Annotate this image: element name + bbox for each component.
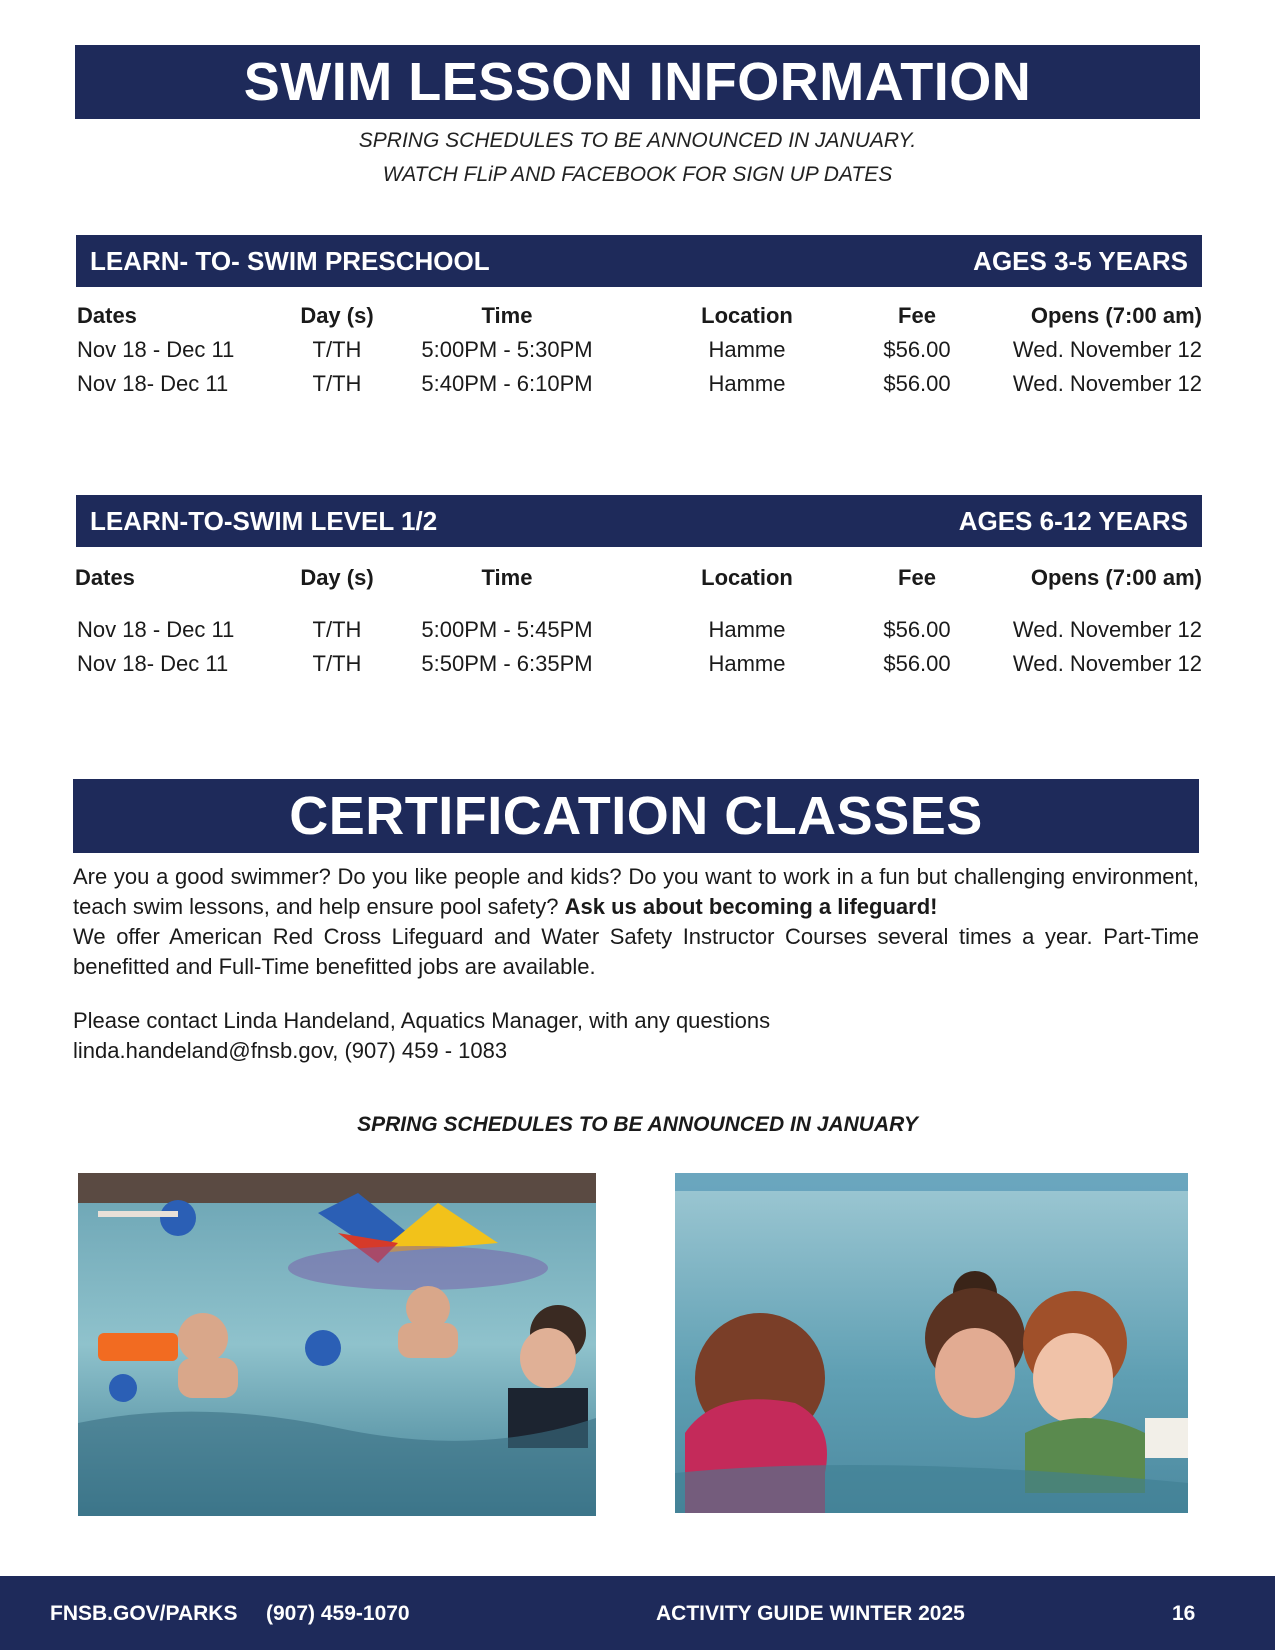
swim-lesson-photo-left [78, 1173, 596, 1516]
row-location: Hamme [708, 371, 786, 396]
row-opens: Wed. November 12 [1012, 617, 1202, 642]
table-row [77, 617, 1202, 651]
row-opens: Wed. November 12 [1012, 371, 1202, 396]
header-location: Location [701, 303, 793, 328]
row-dates: Nov 18 - Dec 11 [77, 337, 235, 362]
spring-note-line2: WATCH FLiP AND FACEBOOK FOR SIGN UP DATES [382, 163, 893, 186]
header-days: Day (s) [300, 565, 374, 590]
row-dates: Nov 18- Dec 11 [77, 651, 229, 676]
header-fee: Fee [898, 303, 936, 328]
spring-note-line1: SPRING SCHEDULES TO BE ANNOUNCED IN JANUARY. [358, 129, 917, 152]
header-dates: Dates [77, 303, 137, 328]
contact-info [73, 1006, 1199, 1066]
footer-phone: (907) 459-1070 [266, 1602, 410, 1625]
row-dates: Nov 18- Dec 11 [77, 371, 229, 396]
level12-header-bar [76, 495, 1202, 547]
swim-lesson-photo-right [675, 1173, 1188, 1513]
row-days: T/TH [312, 651, 362, 676]
row-time: 5:50PM - 6:35PM [421, 651, 593, 676]
row-fee: $56.00 [883, 651, 951, 676]
row-opens: Wed. November 12 [1012, 651, 1202, 676]
footer-site-link[interactable]: FNSB.GOV/PARKS [50, 1602, 238, 1625]
level12-schedule-table [77, 565, 1202, 685]
certification-courses: We offer American Red Cross Lifeguard and Water Safety Instructor Courses several times a year. Part-Time benefitted and Full-Time benefitted jobs are available. [73, 924, 1199, 979]
row-opens: Wed. November 12 [1012, 337, 1202, 362]
preschool-title: LEARN- TO- SWIM PRESCHOOL [90, 245, 490, 276]
row-time: 5:40PM - 6:10PM [421, 371, 593, 396]
certification-title: CERTIFICATION CLASSES [73, 779, 1199, 853]
row-location: Hamme [708, 337, 786, 362]
contact-email-phone[interactable]: linda.handeland@fnsb.gov, (907) 459 - 1083 [73, 1038, 508, 1063]
footer-guide-title: ACTIVITY GUIDE WINTER 2025 [656, 1602, 965, 1625]
level12-ages: AGES 6-12 YEARS [958, 505, 1188, 536]
certification-intro [73, 862, 1199, 922]
row-time: 5:00PM - 5:30PM [421, 337, 593, 362]
row-days: T/TH [312, 337, 362, 362]
preschool-schedule-table [77, 303, 1202, 405]
lifeguard-callout: Ask us about becoming a lifeguard! [564, 894, 938, 919]
table-row [77, 651, 1202, 685]
table-row [77, 337, 1202, 371]
row-time: 5:00PM - 5:45PM [421, 617, 593, 642]
row-days: T/TH [312, 371, 362, 396]
page-footer [0, 1576, 1275, 1650]
header-time: Time [481, 303, 533, 328]
table-header-row [77, 303, 1202, 337]
table-header-row [77, 565, 1202, 617]
table-row [77, 371, 1202, 405]
footer-page-number: 16 [1172, 1602, 1196, 1625]
row-location: Hamme [708, 651, 786, 676]
header-opens: Opens (7:00 am) [1030, 565, 1202, 590]
row-dates: Nov 18 - Dec 11 [77, 617, 235, 642]
spring-schedule-note: SPRING SCHEDULES TO BE ANNOUNCED IN JANUARY [357, 1113, 918, 1136]
header-opens: Opens (7:00 am) [1030, 303, 1202, 328]
swim-lesson-title: SWIM LESSON INFORMATION [75, 45, 1200, 119]
preschool-ages: AGES 3-5 YEARS [973, 245, 1188, 276]
header-days: Day (s) [300, 303, 374, 328]
header-time: Time [481, 565, 533, 590]
preschool-header-bar [76, 235, 1202, 287]
row-fee: $56.00 [883, 371, 951, 396]
row-fee: $56.00 [883, 337, 951, 362]
row-location: Hamme [708, 617, 786, 642]
header-fee: Fee [898, 565, 936, 590]
header-location: Location [701, 565, 793, 590]
intro-text: Are you a good swimmer? Do you like people and kids? Do you want to work in a fun but challenging environment, teach swim lessons, and help ensure pool safety? [73, 864, 1199, 919]
header-dates: Dates [75, 565, 135, 590]
row-fee: $56.00 [883, 617, 951, 642]
level12-title: LEARN-TO-SWIM LEVEL 1/2 [90, 505, 438, 536]
contact-line: Please contact Linda Handeland, Aquatics Manager, with any questions [73, 1008, 771, 1033]
row-days: T/TH [312, 617, 362, 642]
